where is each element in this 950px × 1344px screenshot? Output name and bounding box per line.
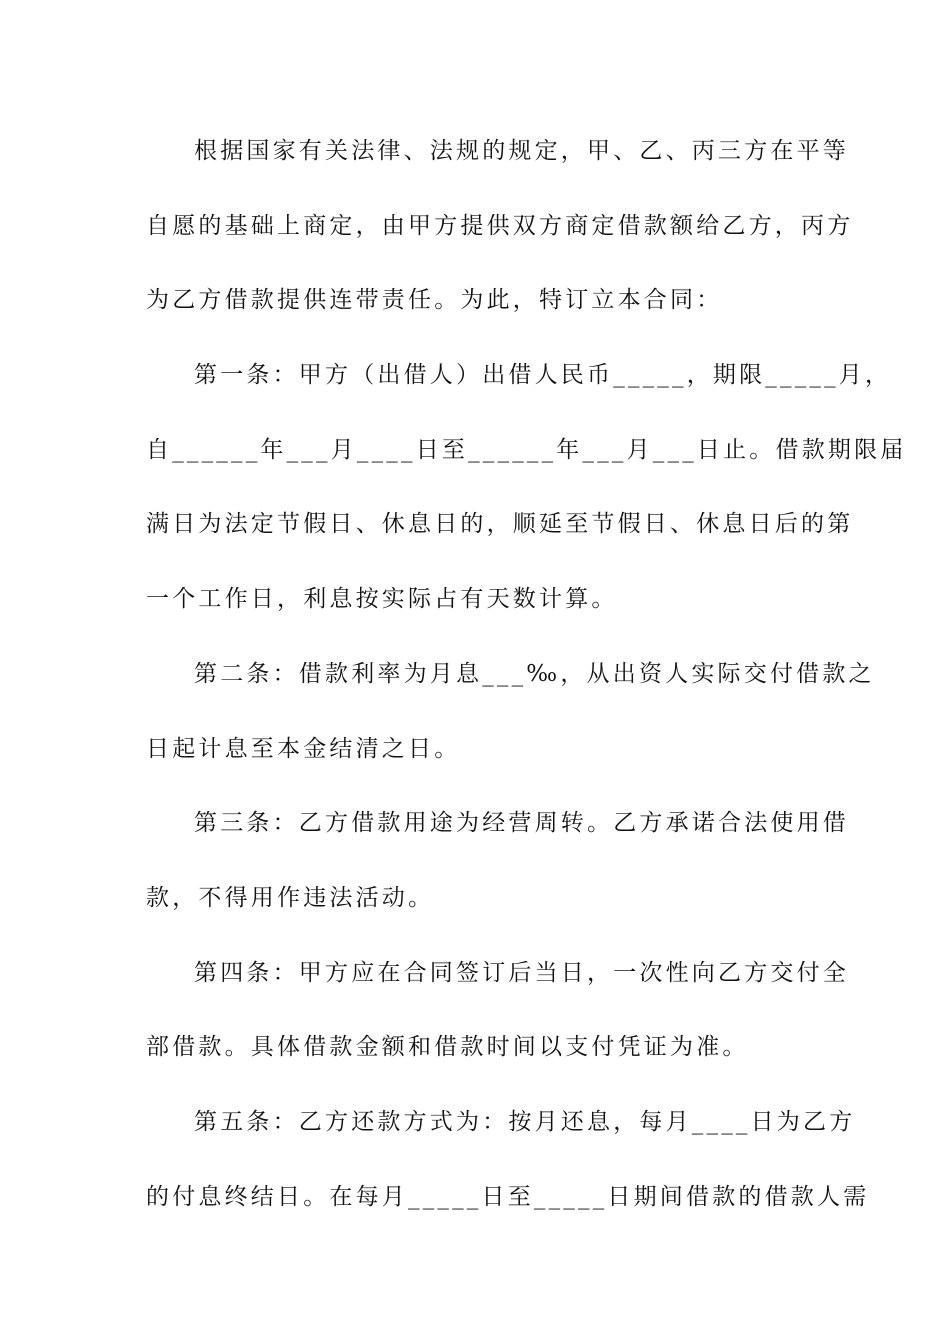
contract-body xyxy=(146,128,907,1248)
text-line: 第三条：乙方借款用途为经营周转。乙方承诺合法使用借 xyxy=(194,810,849,837)
text-line: 第五条：乙方还款方式为：按月还息，每月____日为乙方 xyxy=(194,1108,856,1135)
text-line: 自愿的基础上商定，由甲方提供双方商定借款额给乙方，丙方 xyxy=(146,212,854,239)
text-line: 款，不得用作违法活动。 xyxy=(146,884,435,911)
text-line: 日起计息至本金结清之日。 xyxy=(146,735,461,762)
text-line: 部借款。具体借款金额和借款时间以支付凭证为准。 xyxy=(146,1034,749,1061)
text-line: 的付息终结日。在每月_____日至_____日期间借款的借款人需 xyxy=(146,1183,870,1210)
text-line: 第四条：甲方应在合同签订后当日，一次性向乙方交付全 xyxy=(194,959,849,986)
text-line: 一个工作日，利息按实际占有天数计算。 xyxy=(146,586,618,613)
text-line: 自______年___月____日至______年___月___日止。借款期限届 xyxy=(146,436,907,463)
text-line: 第一条：甲方（出借人）出借人民币_____，期限_____月， xyxy=(194,362,892,389)
text-line: 满日为法定节假日、休息日的，顺延至节假日、休息日后的第 xyxy=(146,511,854,538)
text-line: 为乙方借款提供连带责任。为此，特订立本合同： xyxy=(146,287,723,314)
text-line: 第二条：借款利率为月息___‰，从出资人实际交付借款之 xyxy=(194,660,875,687)
text-line: 根据国家有关法律、法规的规定，甲、乙、丙三方在平等 xyxy=(194,138,849,164)
